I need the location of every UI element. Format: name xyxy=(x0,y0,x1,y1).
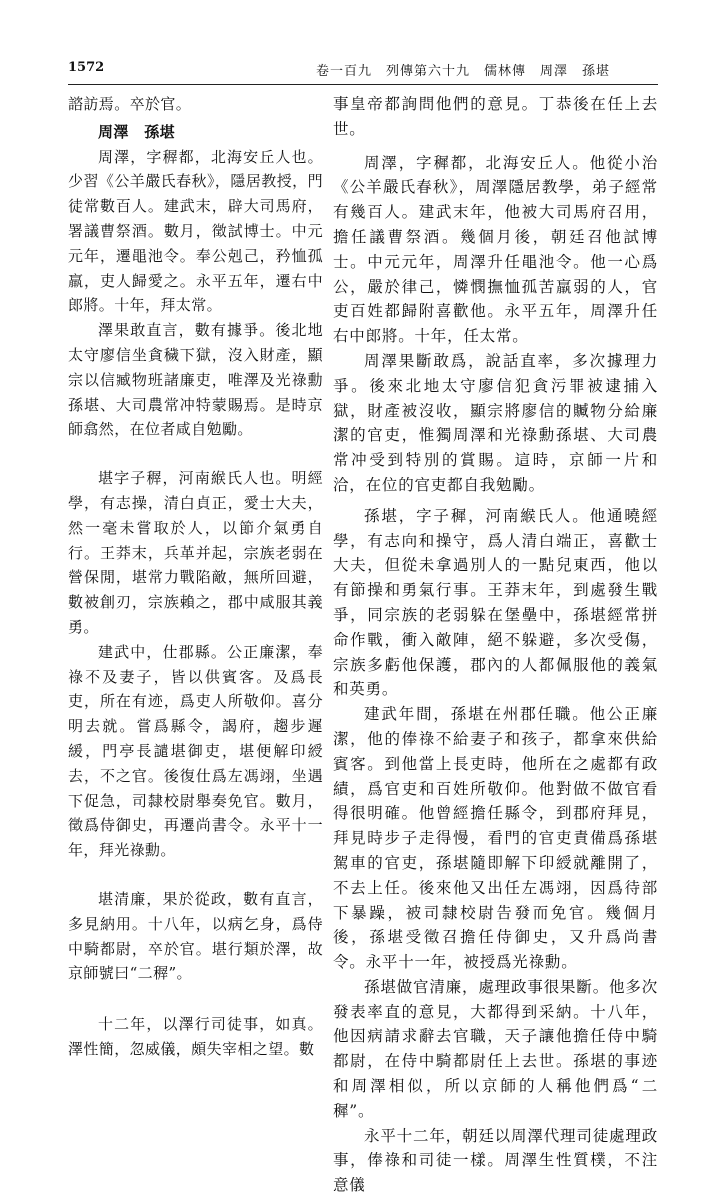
paragraph-zhou-ze-situ: 十二年，以澤行司徒事，如真。澤性簡，忽威儀，頗失宰相之望。數 xyxy=(68,1015,323,1058)
paragraph-zhou-ze-rewards: 澤果敢直言，數有據爭。後北地太守廖信坐貪穢下獄，沒入財產，顯宗以信臧物班諸廉吏，唯澤及光祿勳孫堪、大司農常冲特蒙賜焉。是時京師翕然，在位者咸自勉勵。 xyxy=(68,321,323,439)
spacer xyxy=(68,863,323,887)
paragraph-zhou-ze-situ: 永平十二年，朝廷以周澤代理司徒處理政事，俸祿和司徒一樣。周澤生性質樸，不注意儀 xyxy=(333,1126,658,1195)
translation-column xyxy=(333,92,658,1198)
section-subheading: 周澤 孫堪 xyxy=(98,122,176,141)
paragraph-sun-kan-career: 建武中，仕郡縣。公正廉潔，奉祿不及妻子，皆以供賓客。及爲長吏，所在有迹，爲吏人所敬仰。喜分明去就。嘗爲縣令，謁府，趨步遲緩，門亭長譴堪御吏，堪便解印綬去，不之官。後復仕爲左馮翊，坐遇下促急，司隸校尉舉奏免官。數月，徵爲侍御史，再遷尚書令。永平十一年，拜光祿勳。 xyxy=(68,642,323,860)
paragraph-sun-kan-bio: 堪字子稺，河南緱氏人也。明經學，有志操，清白貞正，愛士大夫，然一毫未嘗取於人，以節介氣勇自行。王莽末，兵革并起，宗族老弱在營保閒，堪常力戰陷敵，無所回避，數被創刃，宗族賴之，郡中咸服其義勇。 xyxy=(68,469,323,636)
spacer xyxy=(333,142,658,151)
paragraph-sun-kan-later: 堪清廉，果於從政，數有直言，多見納用。十八年，以病乞身，爲侍中騎都尉，卒於官。堪行類於澤，故京師號曰“二稺”。 xyxy=(68,889,323,983)
paragraph-sun-kan-career: 建武年間，孫堪在州郡任職。他公正廉潔，他的俸祿不給妻子和孩子，都拿來供給賓客。到他當上長吏時，他所在之處都有政績，爲官吏和百姓所敬仰。他對做不做官看得很明確。他曾經擔任縣令，到郡府拜見，拜見時步子走得慢，看門的官吏責備爲孫堪駕車的官吏，孫堪隨即解下印綬就離開了，不去上任。後來他又出任左馮翊，因爲待部下暴躁，被司隸校尉告發而免官。幾個月後，孫堪受徵召擔任侍御史，又升爲尚書令。永平十一年，被授爲光祿勳。 xyxy=(333,705,658,972)
header-rule xyxy=(68,84,658,85)
page-number: 1572 xyxy=(68,60,105,75)
paragraph-sun-kan-later: 孫堪做官清廉，處理政事很果斷。他多次發表率直的意見，大都得到采納。十八年，他因病請求辭去官職，天子讓他擔任侍中騎都尉，在侍中騎都尉任上去世。孫堪的事迹和周澤相似，所以京師的人稱他們爲“二穉”。 xyxy=(333,977,658,1120)
page-header xyxy=(68,58,658,82)
spacer xyxy=(68,986,323,1012)
running-title: 卷一百九 列傳第六十九 儒林傳 周澤 孫堪 xyxy=(315,64,610,79)
spacer xyxy=(68,442,323,466)
paragraph-zhou-ze-bio: 周澤，字稺都，北海安丘人也。少習《公羊嚴氏春秋》，隱居教授，門徒常數百人。建武末，辟大司馬府，署議曹祭酒。數月，徵試博士。中元元年，遷黽池令。奉公剋己，矜恤孤羸，吏人歸愛之。永平五年，遷右中郎將。十年，拜太常。 xyxy=(68,147,323,315)
classical-text-column xyxy=(68,92,323,1062)
paragraph-sun-kan-bio: 孫堪，字子穉，河南緱氏人。他通曉經學，有志向和操守，爲人清白端正，喜歡士大夫，但從未拿過別人的一點兒東西，他以有節操和勇氣行事。王莽末年，到處發生戰爭，同宗族的老弱躲在堡壘中，孫堪經常拼命作戰，衝入敵陣，絕不躲避，多次受傷，宗族多虧他保護，郡內的人都佩服他的義氣和英勇。 xyxy=(333,506,658,699)
paragraph-continued: 諮訪焉。卒於官。 xyxy=(68,95,192,113)
paragraph-zhou-ze-rewards: 周澤果斷敢爲，說話直率，多次據理力爭。後來北地太守廖信犯貪污罪被逮捕入獄，財產被沒收，顯宗將廖信的贓物分給廉潔的官吏，惟獨周澤和光祿勳孫堪、大司農常冲受到特別的賞賜。這時，京師一片和洽，在位的官吏都自我勉勵。 xyxy=(333,351,658,494)
paragraph-zhou-ze-bio: 周澤，字穉都，北海安丘人。他從小治《公羊嚴氏春秋》，周澤隱居教學，弟子經常有幾百人。建武末年，他被大司馬府召用，擔任議曹祭酒。幾個月後，朝廷召他試博士。中元元年，周澤升任黽池令。他一心爲公，嚴於律己，憐憫撫恤孤苦羸弱的人，官吏百姓都歸附喜歡他。永平五年，周澤升任右中郎將。十年，任太常。 xyxy=(333,153,658,346)
paragraph-continued: 事皇帝都詢問他們的意見。丁恭後在任上去世。 xyxy=(333,95,658,138)
